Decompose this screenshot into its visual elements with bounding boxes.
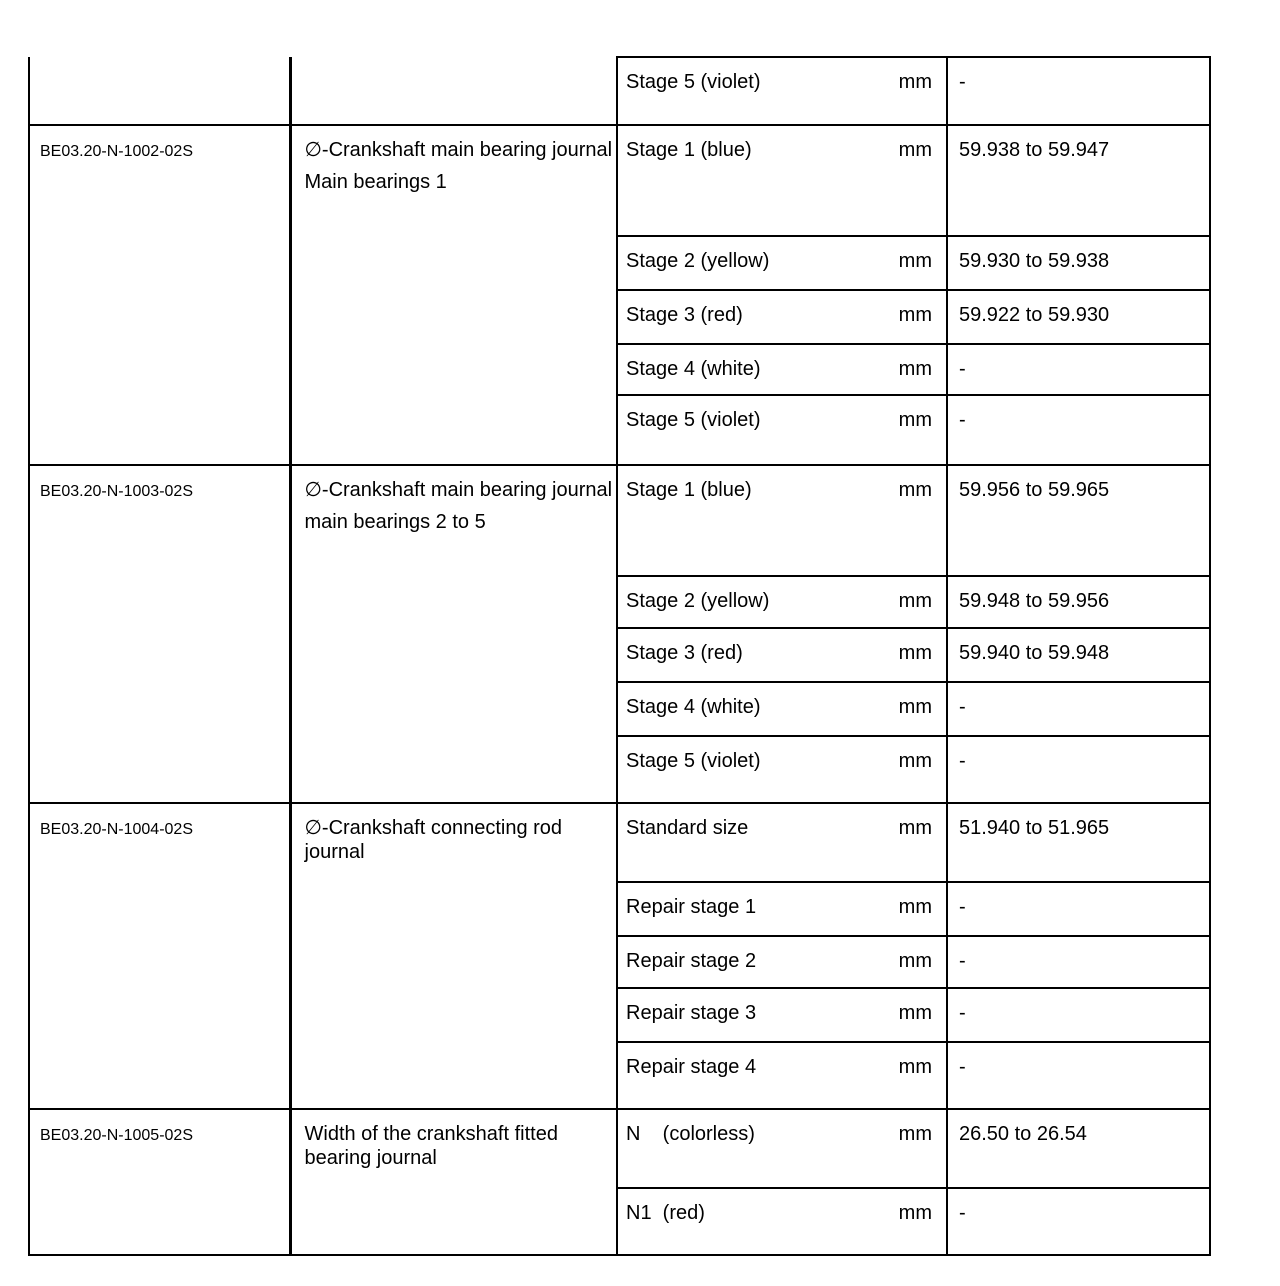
stage-cell — [617, 1109, 947, 1188]
stage-label: Stage 1 (blue) — [626, 139, 752, 161]
value-cell: - — [947, 57, 1210, 125]
description-subtitle: Main bearings 1 — [304, 171, 447, 193]
unit-label: mm — [898, 358, 932, 380]
unit-label: mm — [898, 817, 932, 839]
stage-cell — [617, 1042, 947, 1109]
unit-label: mm — [898, 896, 932, 918]
unit-label: mm — [898, 590, 932, 612]
unit-label: mm — [898, 250, 932, 272]
description-cell — [290, 803, 617, 1109]
stage-label: Repair stage 3 — [626, 1002, 757, 1024]
value-cell: - — [947, 882, 1210, 936]
unit-label: mm — [898, 696, 932, 718]
stage-label: Stage 2 (yellow) — [626, 250, 770, 272]
value-cell: - — [947, 736, 1210, 803]
value-cell: 59.956 to 59.965 — [947, 465, 1210, 576]
stage-cell — [617, 736, 947, 803]
value-cell: 26.50 to 26.54 — [947, 1109, 1210, 1188]
stage-cell — [617, 465, 947, 576]
stage-cell — [617, 803, 947, 882]
stage-label: Stage 4 (white) — [626, 696, 761, 718]
stage-cell — [617, 1188, 947, 1255]
unit-label: mm — [898, 642, 932, 664]
stage-label: Stage 3 (red) — [626, 642, 743, 664]
value-cell: - — [947, 936, 1210, 988]
description-title: ∅-Crankshaft main bearing journal — [304, 479, 613, 501]
value-cell: 51.940 to 51.965 — [947, 803, 1210, 882]
table-row — [29, 465, 1210, 576]
table-row — [29, 1109, 1210, 1188]
value-cell: - — [947, 682, 1210, 736]
stage-cell — [617, 125, 947, 236]
stage-cell — [617, 236, 947, 290]
stage-cell — [617, 882, 947, 936]
value-cell: - — [947, 988, 1210, 1042]
stage-label: Stage 1 (blue) — [626, 479, 752, 501]
code-cell: BE03.20-N-1002-02S — [29, 125, 290, 465]
stage-label: Stage 5 (violet) — [626, 409, 761, 431]
stage-label: Stage 3 (red) — [626, 304, 743, 326]
unit-label: mm — [898, 1123, 932, 1145]
unit-label: mm — [898, 1202, 932, 1224]
unit-label: mm — [898, 304, 932, 326]
value-cell: 59.940 to 59.948 — [947, 628, 1210, 682]
code-cell: BE03.20-N-1004-02S — [29, 803, 290, 1109]
unit-label: mm — [898, 1056, 932, 1078]
stage-label: Repair stage 4 — [626, 1056, 757, 1078]
value-cell: 59.922 to 59.930 — [947, 290, 1210, 344]
stage-cell — [617, 576, 947, 628]
unit-label: mm — [898, 409, 932, 431]
code-cell: BE03.20-N-1003-02S — [29, 465, 290, 803]
value-cell: - — [947, 395, 1210, 465]
description-title: Width of the crankshaft fitted bearing journal — [304, 1123, 558, 1169]
description-cell — [290, 1109, 617, 1255]
code-cell — [29, 57, 290, 125]
description-cell — [290, 465, 617, 803]
table-row — [29, 125, 1210, 236]
stage-label: Stage 2 (yellow) — [626, 590, 770, 612]
stage-label: Standard size — [626, 817, 749, 839]
stage-label: Stage 4 (white) — [626, 358, 761, 380]
stage-cell — [617, 936, 947, 988]
code-cell: BE03.20-N-1005-02S — [29, 1109, 290, 1255]
table-row — [29, 803, 1210, 882]
value-cell: 59.938 to 59.947 — [947, 125, 1210, 236]
description-title: ∅-Crankshaft connecting rod journal — [304, 817, 563, 863]
stage-cell — [617, 290, 947, 344]
stage-cell — [617, 628, 947, 682]
value-cell: - — [947, 1188, 1210, 1255]
unit-label: mm — [898, 139, 932, 161]
unit-label: mm — [898, 950, 932, 972]
value-cell: 59.930 to 59.938 — [947, 236, 1210, 290]
description-title: ∅-Crankshaft main bearing journal — [304, 139, 613, 161]
value-cell: - — [947, 1042, 1210, 1109]
stage-cell — [617, 682, 947, 736]
value-cell: - — [947, 344, 1210, 395]
value-cell: 59.948 to 59.956 — [947, 576, 1210, 628]
table-row — [29, 57, 1210, 125]
unit-label: mm — [898, 479, 932, 501]
description-cell — [290, 57, 617, 125]
stage-cell — [617, 395, 947, 465]
stage-label: Repair stage 2 — [626, 950, 757, 972]
stage-label: Repair stage 1 — [626, 896, 757, 918]
stage-label: N (colorless) — [626, 1123, 755, 1145]
stage-cell — [617, 344, 947, 395]
stage-label: Stage 5 (violet) — [626, 750, 761, 772]
unit-label: mm — [898, 1002, 932, 1024]
description-subtitle: main bearings 2 to 5 — [304, 511, 486, 533]
stage-cell — [617, 57, 947, 125]
stage-cell — [617, 988, 947, 1042]
stage-label: N1 (red) — [626, 1202, 705, 1224]
unit-label: mm — [898, 750, 932, 772]
stage-label: Stage 5 (violet) — [626, 71, 761, 93]
description-cell — [290, 125, 617, 465]
specification-table — [28, 56, 1211, 1256]
unit-label: mm — [898, 71, 932, 93]
